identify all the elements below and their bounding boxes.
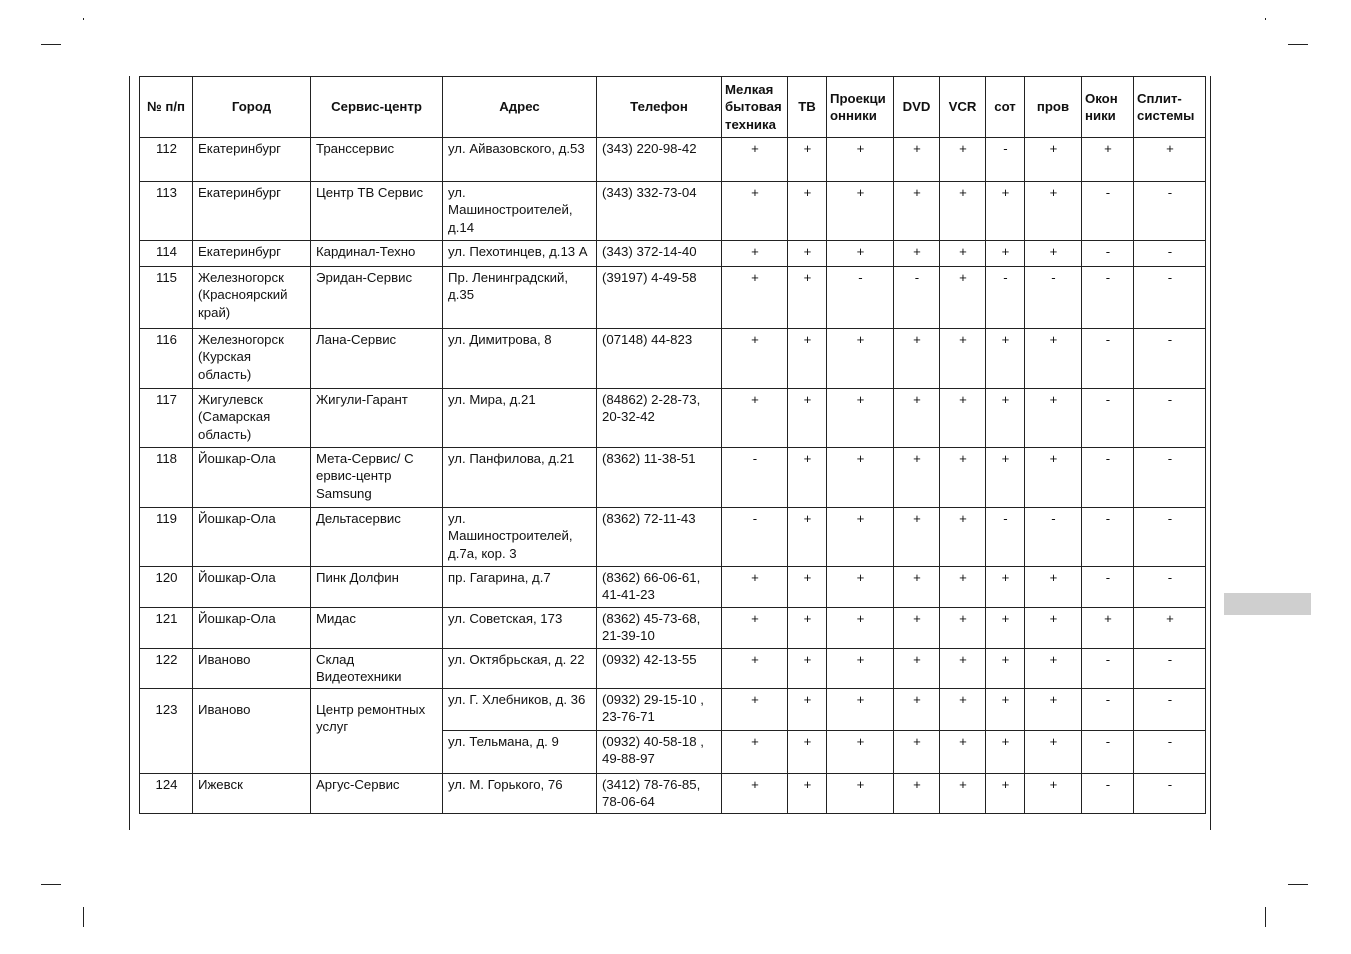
flag-cell: - — [1025, 267, 1082, 329]
flag-cell: + — [788, 608, 827, 649]
city-cell: Иваново — [193, 689, 311, 774]
flag-cell: + — [788, 508, 827, 567]
row-number: 118 — [140, 448, 193, 508]
flag-cell: + — [940, 608, 986, 649]
service-center-cell: Аргус-Сервис — [311, 774, 443, 814]
flag-cell: - — [722, 508, 788, 567]
flag-cell: + — [894, 608, 940, 649]
flag-cell: + — [788, 649, 827, 689]
header-cell: Город — [193, 77, 311, 138]
phone-cell: (0932) 40-58-18 , 49-88-97 — [597, 731, 722, 774]
row-number: 124 — [140, 774, 193, 814]
flag-cell: + — [827, 608, 894, 649]
flag-cell: + — [1025, 608, 1082, 649]
table-row — [140, 329, 1206, 389]
header-cell: Окон ники — [1082, 77, 1134, 138]
flag-cell: + — [1025, 389, 1082, 448]
flag-cell: + — [827, 774, 894, 814]
row-number: 120 — [140, 567, 193, 608]
table-header-row — [140, 77, 1206, 138]
header-cell: сот — [986, 77, 1025, 138]
flag-cell: + — [827, 389, 894, 448]
service-center-cell: Центр ТВ Сервис — [311, 182, 443, 241]
flag-cell: - — [1134, 649, 1206, 689]
flag-cell: + — [722, 567, 788, 608]
service-center-cell: Эридан-Сервис — [311, 267, 443, 329]
flag-cell: - — [1134, 448, 1206, 508]
flag-cell: + — [1025, 448, 1082, 508]
address-cell: Пр. Ленинградский, д.35 — [443, 267, 597, 329]
header-cell: Сплит- системы — [1134, 77, 1206, 138]
flag-cell: + — [722, 774, 788, 814]
header-cell: Телефон — [597, 77, 722, 138]
flag-cell: - — [1134, 329, 1206, 389]
row-number: 112 — [140, 138, 193, 182]
flag-cell: + — [986, 241, 1025, 267]
flag-cell: + — [1025, 649, 1082, 689]
flag-cell: + — [986, 567, 1025, 608]
flag-cell: + — [986, 448, 1025, 508]
flag-cell: - — [1134, 267, 1206, 329]
flag-cell: - — [1082, 267, 1134, 329]
service-center-cell: Жигули-Гарант — [311, 389, 443, 448]
city-cell: Жигулевск (Самарская область) — [193, 389, 311, 448]
city-cell: Йошкар-Ола — [193, 448, 311, 508]
section-tab-marker — [1224, 593, 1311, 615]
flag-cell: + — [894, 138, 940, 182]
row-number: 122 — [140, 649, 193, 689]
flag-cell: + — [986, 649, 1025, 689]
flag-cell: + — [986, 389, 1025, 448]
flag-cell: + — [827, 731, 894, 774]
city-cell: Железногорск (Красноярский край) — [193, 267, 311, 329]
row-number: 113 — [140, 182, 193, 241]
flag-cell: - — [1134, 567, 1206, 608]
header-cell: Мелкая бытовая техника — [722, 77, 788, 138]
row-number: 123 — [140, 689, 193, 774]
flag-cell: + — [894, 329, 940, 389]
service-center-cell: Склад Видеотехники — [311, 649, 443, 689]
flag-cell: + — [940, 241, 986, 267]
flag-cell: + — [1082, 138, 1134, 182]
flag-cell: + — [827, 138, 894, 182]
table-row — [140, 567, 1206, 608]
city-cell: Йошкар-Ола — [193, 508, 311, 567]
flag-cell: - — [1025, 508, 1082, 567]
flag-cell: - — [1134, 731, 1206, 774]
table-row — [140, 448, 1206, 508]
flag-cell: + — [894, 649, 940, 689]
header-cell: Адрес — [443, 77, 597, 138]
service-center-cell: Пинк Долфин — [311, 567, 443, 608]
address-cell: ул. Советская, 173 — [443, 608, 597, 649]
row-number: 114 — [140, 241, 193, 267]
flag-cell: + — [940, 389, 986, 448]
flag-cell: + — [1134, 138, 1206, 182]
flag-cell: + — [788, 389, 827, 448]
flag-cell: + — [940, 138, 986, 182]
flag-cell: - — [1082, 689, 1134, 731]
flag-cell: + — [722, 138, 788, 182]
flag-cell: + — [894, 389, 940, 448]
table-row — [140, 649, 1206, 689]
flag-cell: + — [827, 508, 894, 567]
flag-cell: + — [986, 731, 1025, 774]
service-center-cell: Кардинал-Техно — [311, 241, 443, 267]
table-row — [140, 389, 1206, 448]
address-cell: ул. Пехотинцев, д.13 А — [443, 241, 597, 267]
flag-cell: + — [722, 389, 788, 448]
address-cell: ул. Панфилова, д.21 — [443, 448, 597, 508]
flag-cell: - — [894, 267, 940, 329]
flag-cell: - — [986, 267, 1025, 329]
flag-cell: + — [986, 774, 1025, 814]
flag-cell: - — [1082, 241, 1134, 267]
flag-cell: - — [722, 448, 788, 508]
flag-cell: - — [1082, 567, 1134, 608]
flag-cell: + — [894, 241, 940, 267]
flag-cell: + — [940, 649, 986, 689]
flag-cell: + — [940, 567, 986, 608]
service-center-cell: Центр ремонтных услуг — [311, 689, 443, 774]
phone-cell: (39197) 4-49-58 — [597, 267, 722, 329]
city-cell: Йошкар-Ола — [193, 567, 311, 608]
flag-cell: + — [722, 241, 788, 267]
flag-cell: + — [986, 608, 1025, 649]
crop-dot — [83, 18, 84, 20]
flag-cell: + — [827, 448, 894, 508]
flag-cell: - — [1082, 649, 1134, 689]
address-cell: ул. Г. Хлебников, д. 36 — [443, 689, 597, 731]
table-row — [140, 138, 1206, 182]
crop-mark — [1288, 884, 1308, 885]
flag-cell: + — [1025, 731, 1082, 774]
table-row — [140, 267, 1206, 329]
flag-cell: + — [1025, 567, 1082, 608]
crop-mark — [83, 907, 84, 927]
city-cell: Екатеринбург — [193, 182, 311, 241]
flag-cell: + — [940, 448, 986, 508]
phone-cell: (3412) 78-76-85, 78-06-64 — [597, 774, 722, 814]
row-number: 115 — [140, 267, 193, 329]
flag-cell: + — [1025, 774, 1082, 814]
crop-mark — [41, 44, 61, 45]
flag-cell: + — [827, 649, 894, 689]
service-center-cell: Дельтасервис — [311, 508, 443, 567]
city-cell: Железногорск (Курская область) — [193, 329, 311, 389]
table-row — [140, 608, 1206, 649]
address-cell: ул. Димитрова, 8 — [443, 329, 597, 389]
table-row — [140, 241, 1206, 267]
flag-cell: - — [1082, 508, 1134, 567]
phone-cell: (0932) 29-15-10 , 23-76-71 — [597, 689, 722, 731]
flag-cell: + — [788, 774, 827, 814]
address-cell: ул. Октябрьская, д. 22 — [443, 649, 597, 689]
flag-cell: + — [827, 567, 894, 608]
flag-cell: - — [1134, 774, 1206, 814]
header-cell: пров — [1025, 77, 1082, 138]
flag-cell: + — [894, 731, 940, 774]
flag-cell: + — [788, 138, 827, 182]
flag-cell: + — [940, 182, 986, 241]
flag-cell: + — [827, 329, 894, 389]
table-row — [140, 689, 1206, 731]
table-row — [140, 182, 1206, 241]
flag-cell: + — [940, 329, 986, 389]
table-row — [140, 774, 1206, 814]
flag-cell: + — [788, 182, 827, 241]
phone-cell: (343) 332-73-04 — [597, 182, 722, 241]
flag-cell: + — [894, 448, 940, 508]
flag-cell: + — [986, 689, 1025, 731]
address-cell: ул. Машиностроителей, д.14 — [443, 182, 597, 241]
phone-cell: (84862) 2-28-73, 20-32-42 — [597, 389, 722, 448]
flag-cell: - — [1134, 241, 1206, 267]
flag-cell: - — [827, 267, 894, 329]
header-cell: VCR — [940, 77, 986, 138]
address-cell: ул. Машиностроителей, д.7а, кор. 3 — [443, 508, 597, 567]
table-row — [140, 508, 1206, 567]
header-cell: ТВ — [788, 77, 827, 138]
header-cell: Проекци онники — [827, 77, 894, 138]
phone-cell: (07148) 44-823 — [597, 329, 722, 389]
phone-cell: (8362) 45-73-68, 21-39-10 — [597, 608, 722, 649]
flag-cell: + — [1025, 329, 1082, 389]
flag-cell: + — [1134, 608, 1206, 649]
flag-cell: + — [722, 182, 788, 241]
city-cell: Ижевск — [193, 774, 311, 814]
flag-cell: - — [1134, 389, 1206, 448]
flag-cell: + — [1082, 608, 1134, 649]
flag-cell: + — [940, 774, 986, 814]
flag-cell: + — [1025, 138, 1082, 182]
flag-cell: + — [827, 182, 894, 241]
flag-cell: - — [1082, 448, 1134, 508]
flag-cell: + — [827, 241, 894, 267]
service-center-cell: Мидас — [311, 608, 443, 649]
crop-mark — [1265, 907, 1266, 927]
address-cell: пр. Гагарина, д.7 — [443, 567, 597, 608]
flag-cell: + — [788, 689, 827, 731]
flag-cell: + — [827, 689, 894, 731]
address-cell: ул. Мира, д.21 — [443, 389, 597, 448]
row-number: 119 — [140, 508, 193, 567]
address-cell: ул. М. Горького, 76 — [443, 774, 597, 814]
flag-cell: + — [940, 267, 986, 329]
page-rule-left — [129, 76, 130, 830]
phone-cell: (8362) 72-11-43 — [597, 508, 722, 567]
flag-cell: + — [788, 267, 827, 329]
flag-cell: - — [1134, 689, 1206, 731]
flag-cell: + — [1025, 241, 1082, 267]
phone-cell: (8362) 11-38-51 — [597, 448, 722, 508]
service-centers-table — [139, 76, 1206, 814]
flag-cell: + — [1025, 689, 1082, 731]
flag-cell: + — [788, 567, 827, 608]
flag-cell: + — [788, 731, 827, 774]
flag-cell: - — [1082, 774, 1134, 814]
row-number: 117 — [140, 389, 193, 448]
address-cell: ул. Тельмана, д. 9 — [443, 731, 597, 774]
phone-cell: (343) 372-14-40 — [597, 241, 722, 267]
flag-cell: - — [1082, 389, 1134, 448]
flag-cell: + — [894, 182, 940, 241]
flag-cell: + — [788, 448, 827, 508]
row-number: 116 — [140, 329, 193, 389]
flag-cell: + — [788, 329, 827, 389]
flag-cell: + — [722, 689, 788, 731]
city-cell: Екатеринбург — [193, 138, 311, 182]
flag-cell: - — [1134, 508, 1206, 567]
phone-cell: (8362) 66-06-61, 41-41-23 — [597, 567, 722, 608]
row-number: 121 — [140, 608, 193, 649]
header-cell: № п/п — [140, 77, 193, 138]
flag-cell: - — [986, 508, 1025, 567]
flag-cell: + — [894, 774, 940, 814]
flag-cell: - — [1082, 731, 1134, 774]
flag-cell: - — [1134, 182, 1206, 241]
flag-cell: + — [1025, 182, 1082, 241]
flag-cell: + — [986, 329, 1025, 389]
flag-cell: + — [722, 649, 788, 689]
flag-cell: + — [722, 608, 788, 649]
city-cell: Йошкар-Ола — [193, 608, 311, 649]
crop-mark — [41, 884, 61, 885]
page-rule-right — [1210, 76, 1211, 830]
flag-cell: + — [940, 689, 986, 731]
flag-cell: + — [722, 267, 788, 329]
header-cell: Сервис-центр — [311, 77, 443, 138]
flag-cell: + — [940, 731, 986, 774]
service-center-cell: Мета-Сервис/ С ервис-центр Samsung — [311, 448, 443, 508]
flag-cell: + — [722, 731, 788, 774]
flag-cell: + — [722, 329, 788, 389]
crop-mark — [1288, 44, 1308, 45]
flag-cell: + — [894, 508, 940, 567]
city-cell: Екатеринбург — [193, 241, 311, 267]
crop-dot — [1265, 18, 1266, 20]
phone-cell: (0932) 42-13-55 — [597, 649, 722, 689]
flag-cell: + — [788, 241, 827, 267]
header-cell: DVD — [894, 77, 940, 138]
service-center-cell: Транссервис — [311, 138, 443, 182]
flag-cell: + — [986, 182, 1025, 241]
flag-cell: - — [986, 138, 1025, 182]
flag-cell: + — [894, 567, 940, 608]
city-cell: Иваново — [193, 649, 311, 689]
flag-cell: + — [940, 508, 986, 567]
flag-cell: - — [1082, 182, 1134, 241]
phone-cell: (343) 220-98-42 — [597, 138, 722, 182]
service-center-cell: Лана-Сервис — [311, 329, 443, 389]
flag-cell: - — [1082, 329, 1134, 389]
flag-cell: + — [894, 689, 940, 731]
address-cell: ул. Айвазовского, д.53 — [443, 138, 597, 182]
